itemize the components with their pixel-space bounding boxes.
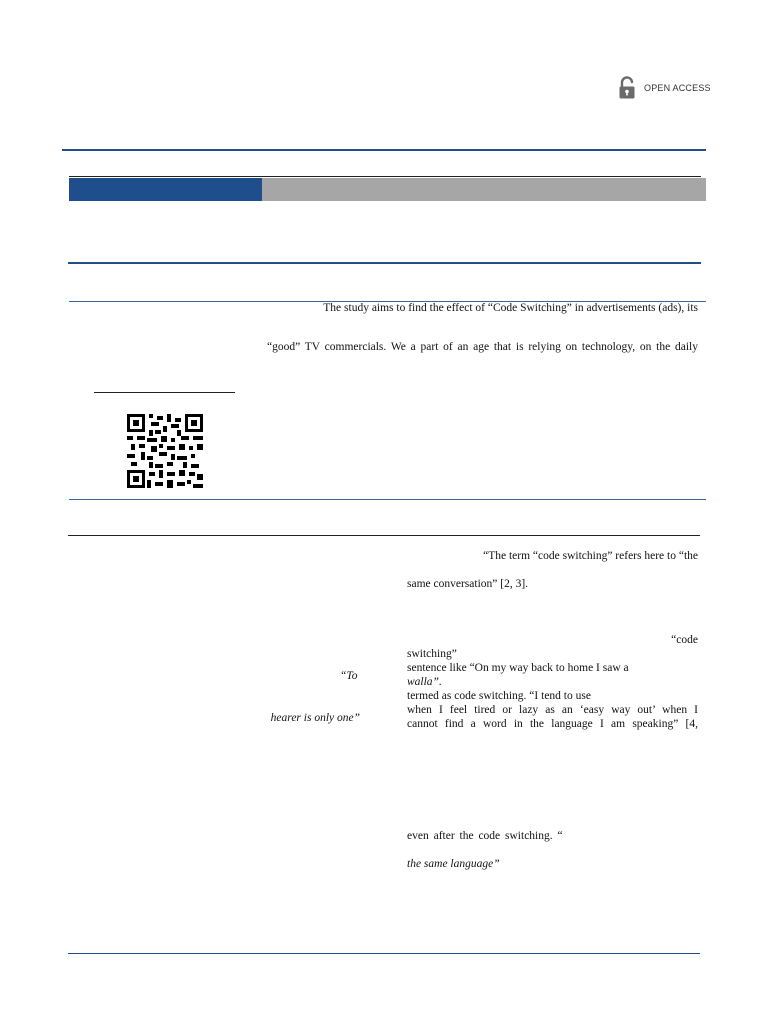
info-separator-rule [94, 392, 235, 393]
body-p1-line1: “The term “code switching” refers here to “the [483, 550, 698, 562]
body-top-rule [68, 535, 700, 536]
body-p2-code: “code [671, 634, 698, 646]
band-top-rule [69, 176, 701, 177]
body-p1-line2: same conversation” [2, 3]. [407, 578, 529, 590]
body-p2-sentence: sentence like “On my way back to home I saw a [407, 662, 629, 674]
title-bottom-rule [68, 262, 701, 264]
abstract-line-2: “good” TV commercials. We a part of an age that is relying on technology, on the daily [267, 341, 698, 353]
open-lock-icon [618, 76, 638, 100]
qr-code-icon [127, 414, 203, 488]
body-p2-walla: walla”. [407, 676, 442, 688]
left-quote-start: “To [340, 670, 358, 682]
body-p2-cannot: cannot find a word in the language I am speaking” [4, [407, 718, 698, 730]
body-p3-same: the same language” [407, 858, 500, 870]
body-p2-switching: switching” [407, 648, 457, 660]
abstract-bottom-rule [69, 499, 706, 500]
open-access-badge [618, 76, 711, 100]
body-p3-even: even after the code switching. “ [407, 830, 563, 842]
left-quote-end: hearer is only one” [270, 712, 360, 724]
body-p2-termed: termed as code switching. “I tend to use [407, 690, 591, 702]
open-access-label: OPEN ACCESS [644, 83, 711, 93]
header-top-rule [62, 149, 706, 151]
abstract-line-1: The study aims to find the effect of “Code Switching” in advertisements (ads), its [323, 302, 698, 314]
header-band-gray [262, 178, 706, 201]
footer-rule [68, 953, 700, 954]
header-band-accent [69, 178, 262, 201]
body-p2-when: when I feel tired or lazy as an ‘easy way out’ when I [407, 704, 698, 716]
